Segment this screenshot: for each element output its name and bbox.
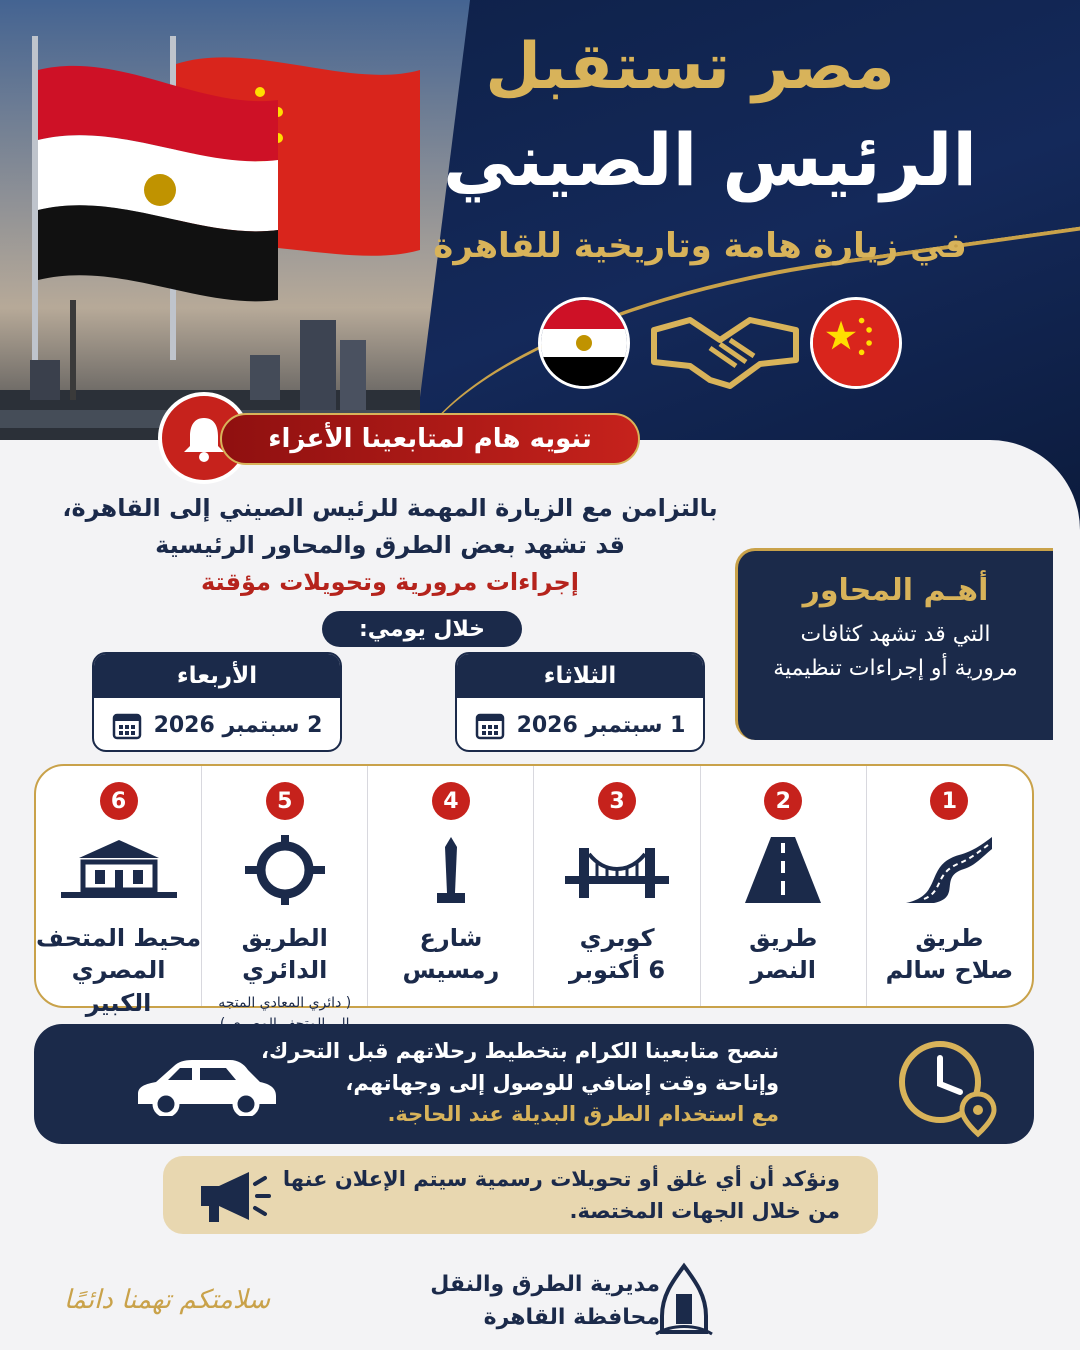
advice-line-2: وإتاحة وقت إضافي للوصول إلى وجهاتهم، (345, 1070, 779, 1095)
route-name-line-2: المصري الكبير (71, 956, 166, 1017)
official-line-1: ونؤكد أن أي غلق أو تحويلات رسمية سيتم الإعلان عنها (282, 1167, 840, 1191)
route-name-line-2: النصر (750, 956, 817, 985)
clock-location-icon (894, 1034, 1004, 1138)
title-line-1: مصر تستقبل (485, 30, 895, 104)
route-name-line-1: محيط المتحف (36, 924, 202, 952)
route-name-line-1: شارع (419, 924, 483, 952)
date-value: 1 سبتمبر 2026 (516, 712, 686, 738)
official-line-2: من خلال الجهات المختصة. (569, 1198, 840, 1223)
route-name-line-2: صلاح سالم (885, 956, 1014, 985)
route-name-line-1: الطريق الدائري (241, 924, 328, 985)
straight-road-icon (743, 835, 823, 905)
calendar-icon (112, 710, 142, 740)
key-axes-text-1: التي قد تشهد كثافات (800, 622, 991, 647)
route-number: 6 (100, 782, 138, 820)
handshake-icon (650, 300, 800, 396)
intro-line-1: بالتزامن مع الزيارة المهمة للرئيس الصيني إلى القاهرة، (62, 494, 718, 522)
intro-line-3: إجراءات مرورية وتحويلات مؤقتة (200, 568, 580, 597)
department-name (420, 1268, 660, 1334)
subtitle: في زيارة هامة وتاريخية للقاهرة (433, 226, 967, 266)
route-item-1 (866, 766, 1032, 1006)
key-axes-heading: أهـم المحاور (802, 573, 989, 608)
car-icon (130, 1056, 280, 1116)
key-axes-text-2: مرورية أو إجراءات تنظيمية (773, 656, 1018, 682)
date-value: 2 سبتمبر 2026 (153, 712, 323, 738)
flags-illustration (20, 30, 440, 360)
routes-panel (34, 764, 1034, 1017)
megaphone-icon (191, 1168, 271, 1224)
advice-box (34, 1024, 1034, 1144)
date-day: الأربعاء (94, 654, 340, 698)
route-item-2 (700, 766, 866, 1006)
department-line-2: محافظة القاهرة (483, 1305, 660, 1330)
egypt-flag-icon (538, 297, 630, 389)
date-day: الثلاثاء (457, 654, 703, 698)
key-axes-box (735, 548, 1053, 740)
route-number: 2 (764, 782, 802, 820)
bridge-icon (565, 840, 669, 900)
date-card-tuesday (455, 652, 705, 752)
footer-slogan: سلامتكم تهمنا دائمًا (63, 1285, 271, 1315)
route-name-line-2: رمسيس (402, 956, 500, 985)
china-flag-icon (810, 297, 902, 389)
title-line-2: الرئيس الصيني (442, 118, 978, 202)
route-number: 4 (432, 782, 470, 820)
route-name-line-1: طريق (915, 924, 984, 952)
advice-line-1: ننصح متابعينا الكرام بتخطيط رحلاتهم قبل التحرك، (261, 1039, 779, 1063)
route-number: 1 (930, 782, 968, 820)
intro-text (40, 490, 740, 602)
winding-road-icon (904, 835, 994, 905)
route-name-line-1: طريق (749, 924, 818, 952)
advice-line-3: مع استخدام الطرق البديلة عند الحاجة. (387, 1102, 779, 1126)
obelisk-icon (429, 835, 473, 905)
roundabout-icon (245, 835, 325, 905)
department-line-1: مديرية الطرق والنقل (430, 1272, 660, 1297)
notice-banner: تنويه هام لمتابعينا الأعزاء (220, 413, 640, 465)
intro-line-2: قد تشهد بعض الطرق والمحاور الرئيسية (155, 531, 625, 560)
route-number: 3 (598, 782, 636, 820)
route-item-3 (533, 766, 699, 1006)
route-item-6 (36, 766, 202, 1017)
museum-icon (59, 838, 179, 902)
route-name-line-1: كوبري (579, 924, 655, 952)
route-number: 5 (266, 782, 304, 820)
date-card-wednesday (92, 652, 342, 752)
cairo-governorate-logo (652, 1262, 716, 1338)
route-item-5 (201, 766, 367, 1011)
route-sub-line-1: ( دائري المعادي المتجه (218, 994, 352, 1011)
official-notice-box (163, 1156, 878, 1234)
route-name-line-2: 6 أكتوبر (569, 956, 666, 985)
route-item-4 (367, 766, 533, 1006)
calendar-icon (475, 710, 505, 740)
during-label: خلال يومي: (322, 611, 522, 647)
